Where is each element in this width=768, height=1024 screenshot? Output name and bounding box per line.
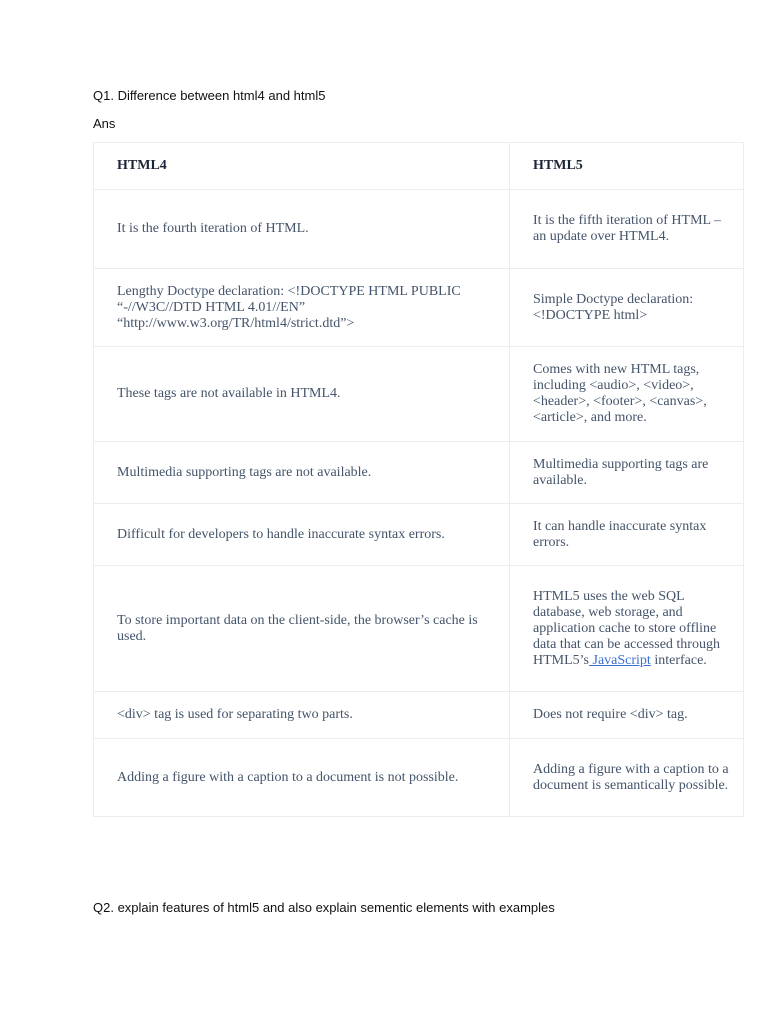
header-html4: HTML4 [94,143,510,190]
html4-cell: These tags are not available in HTML4. [94,347,510,442]
html5-cell-text: HTML5 uses the web SQL database, web storage, and application cache to store offline data that can be accessed through HTML5’s [533,588,720,668]
html5-cell: It can handle inaccurate syntax errors. [510,504,744,566]
html5-cell: It is the fifth iteration of HTML – an update over HTML4. [510,190,744,269]
html4-cell: It is the fourth iteration of HTML. [94,190,510,269]
table-row [94,190,744,269]
html5-cell: Comes with new HTML tags, including <audio>, <video>, <header>, <footer>, <canvas>, <article>, and more. [510,347,744,442]
table-row [94,504,744,566]
html5-cell [510,566,744,692]
table-row [94,566,744,692]
table-row [94,692,744,739]
question-2-heading: Q2. explain features of html5 and also explain sementic elements with examples [93,900,555,915]
table-row [94,347,744,442]
html5-cell: Multimedia supporting tags are available. [510,442,744,504]
table-row [94,739,744,817]
table-row [94,442,744,504]
table-header-row [94,143,744,190]
comparison-table [93,142,744,817]
html4-cell: <div> tag is used for separating two parts. [94,692,510,739]
question-1-heading: Q1. Difference between html4 and html5 [93,88,326,103]
html5-cell-text-end: interface. [650,652,707,668]
html5-cell: Simple Doctype declaration: <!DOCTYPE html> [510,269,744,347]
answer-label: Ans [93,116,116,131]
html4-cell: Difficult for developers to handle inaccurate syntax errors. [94,504,510,566]
html4-cell: Multimedia supporting tags are not available. [94,442,510,504]
html5-cell: Adding a figure with a caption to a document is semantically possible. [510,739,744,817]
table-row [94,269,744,347]
html4-cell: To store important data on the client-side, the browser’s cache is used. [94,566,510,692]
html4-cell: Lengthy Doctype declaration: <!DOCTYPE HTML PUBLIC “-//W3C//DTD HTML 4.01//EN” “http://www.w3.org/TR/html4/strict.dtd”> [94,269,510,347]
header-html5: HTML5 [510,143,744,190]
javascript-link[interactable]: JavaScript [589,652,651,668]
html4-cell: Adding a figure with a caption to a document is not possible. [94,739,510,817]
html5-cell: Does not require <div> tag. [510,692,744,739]
